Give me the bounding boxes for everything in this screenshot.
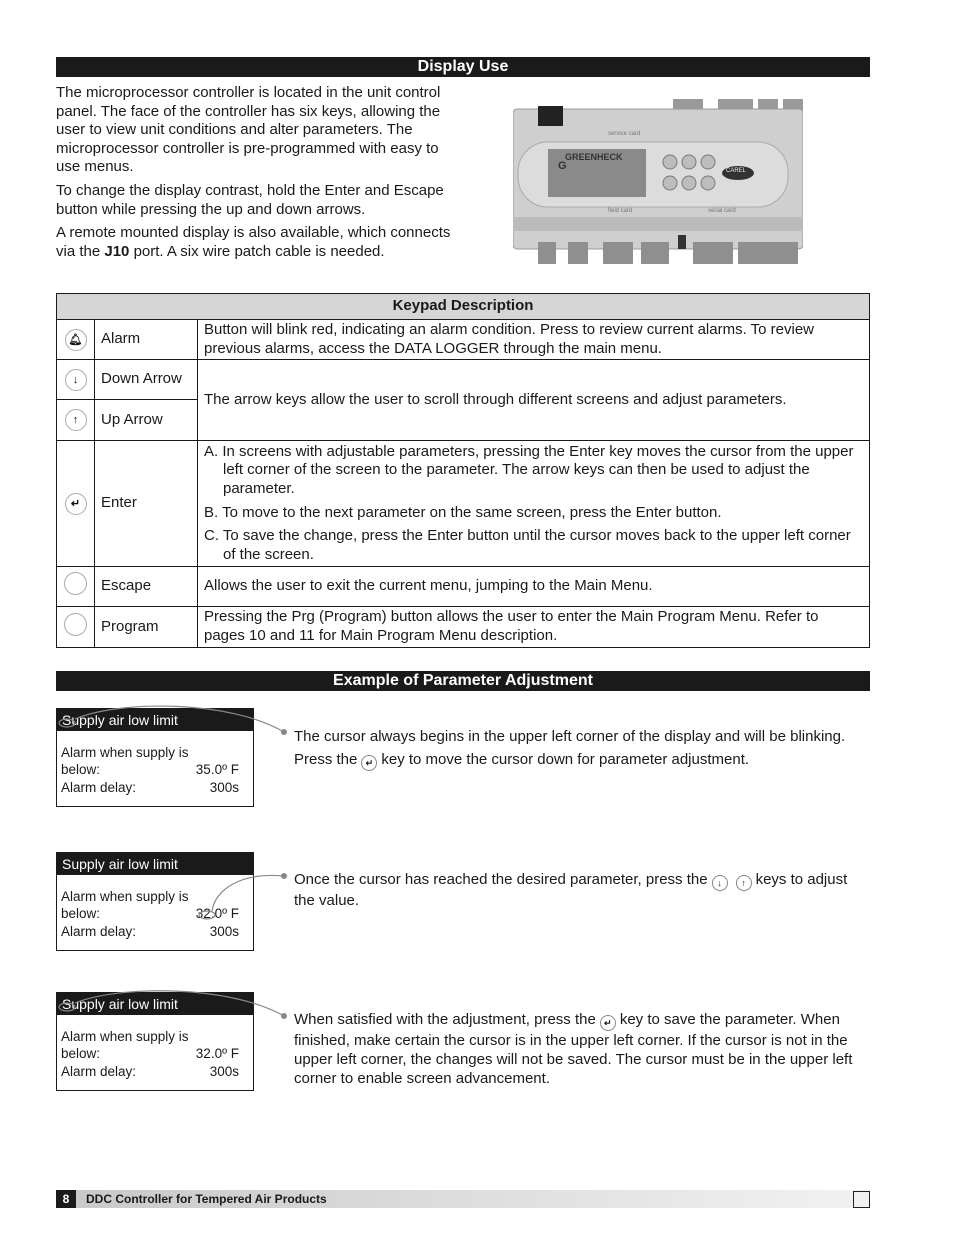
screen-value: 32.0º F [195,1046,239,1061]
key-desc: Button will blink red, indicating an alarm condition. Press to review current alarms. To review previous alarms, access the DATA LOGGER through the main menu. [198,320,870,360]
controller-photo [513,97,803,267]
screen-value: 300s [209,780,239,795]
screen-value: 300s [209,924,239,939]
intro-paragraph: The microprocessor controller is located in the unit control panel. The face of the controller has six keys, allowing the user to view unit conditions and alter parameters. The microprocessor controller is pre-programmed with easy to use menus. [56,84,441,176]
remote-paragraph [56,224,456,261]
table-row [57,441,870,567]
page-footer [56,1190,870,1208]
enter-item-b: B. To move to the next parameter on the same screen, press the Enter button. [204,503,722,521]
key-name: Up Arrow [95,400,198,441]
example-banner: Example of Parameter Adjustment [56,671,870,691]
screen-value: 300s [209,1064,239,1079]
step-text: key to move the cursor down for parameter adjustment. [381,751,750,768]
key-desc [198,441,870,567]
alarm-bell-icon: 🔔︎ [65,329,87,351]
enter-item-c: C. To save the change, press the Enter button until the cursor moves back to the upper left corner of the screen. [204,527,851,563]
remote-text-end: port. A six wire patch cable is needed. [129,242,385,260]
step-text: key to save the parameter. When finished, make certain the cursor is in the upper left corner. If the cursor is not in the upper left corner, the changes will not be saved. The cursor must be in the upper left corner to enable screen advancement. [294,1011,853,1087]
table-row [57,320,870,360]
photo-serial-label: serial card [708,208,736,214]
screen-label: Alarm delay: [61,924,137,939]
svg-text:G: G [558,160,567,172]
page-number: 8 [56,1190,76,1208]
enter-icon: ↵ [361,755,377,771]
intro-text [56,84,456,266]
key-name: Alarm [95,320,198,360]
display-screen-3 [56,992,254,1091]
display-screen-2 [56,852,254,951]
screen-label: Alarm delay: [61,780,137,795]
program-icon [64,613,87,636]
key-desc: Pressing the Prg (Program) button allows the user to enter the Main Program Menu. Refer to pages 10 and 11 for Main Program Menu description. [198,607,870,648]
remote-text: A remote mounted display is also available, which connects via the [56,224,451,260]
table-row [57,607,870,648]
display-screen-1 [56,708,254,807]
down-arrow-icon: ↓ [65,369,87,391]
screen-value: 32.0º F [195,906,239,921]
table-row [57,360,870,400]
step-text: When satisfied with the adjustment, press the [294,1011,596,1028]
step-text: Once the cursor has reached the desired parameter, press the [294,871,708,888]
j10-port: J10 [104,242,130,260]
key-name: Escape [95,567,198,607]
screen-header: Supply air low limit [57,993,253,1015]
up-arrow-icon: ↑ [65,409,87,431]
photo-brand-label: GREENHECK [565,152,623,162]
table-row [57,567,870,607]
screen-header: Supply air low limit [57,709,253,731]
down-arrow-icon: ↓ [712,875,728,891]
photo-field-label: field card [608,208,633,214]
keypad-table [56,293,870,648]
screen-label: below: [61,762,101,777]
display-use-banner: Display Use [56,57,870,77]
enter-icon: ↵ [600,1015,616,1031]
key-desc: Allows the user to exit the current menu, jumping to the Main Menu. [198,567,870,607]
screen-line: Alarm when supply is [61,1029,189,1044]
keypad-title: Keypad Description [57,294,870,320]
screen-label: Alarm delay: [61,1064,137,1079]
up-arrow-icon: ↑ [736,875,752,891]
key-name: Program [95,607,198,648]
enter-icon: ↵ [65,493,87,515]
photo-service-label: service card [608,131,641,137]
screen-value: 35.0º F [195,762,239,777]
step-1-text [294,725,864,771]
step-2-text [294,870,864,910]
document-title: DDC Controller for Tempered Air Products [86,1192,327,1206]
step-3-text [294,1010,864,1088]
screen-line: Alarm when supply is [61,889,189,904]
screen-header: Supply air low limit [57,853,253,875]
screen-label: below: [61,1046,101,1061]
key-name: Down Arrow [95,360,198,400]
step-text: keys to adjust the value. [294,871,848,909]
step-text: The cursor always begins in the upper left corner of the display and will be blinking. Press the [294,728,846,768]
key-desc: The arrow keys allow the user to scroll through different screens and adjust parameters. [198,360,870,441]
key-name: Enter [95,441,198,567]
contrast-paragraph: To change the display contrast, hold the Enter and Escape button while pressing the up and down arrows. [56,181,444,218]
photo-maker-label: CAREL [726,168,747,174]
enter-item-a: A. In screens with adjustable parameters, pressing the Enter key moves the cursor from the upper left corner of the screen to the parameter. The arrow keys can then be used to adjust the parameter. [204,442,854,497]
greenheck-logo-icon [853,1191,870,1208]
escape-icon [64,572,87,595]
screen-line: Alarm when supply is [61,745,189,760]
screen-label: below: [61,906,101,921]
